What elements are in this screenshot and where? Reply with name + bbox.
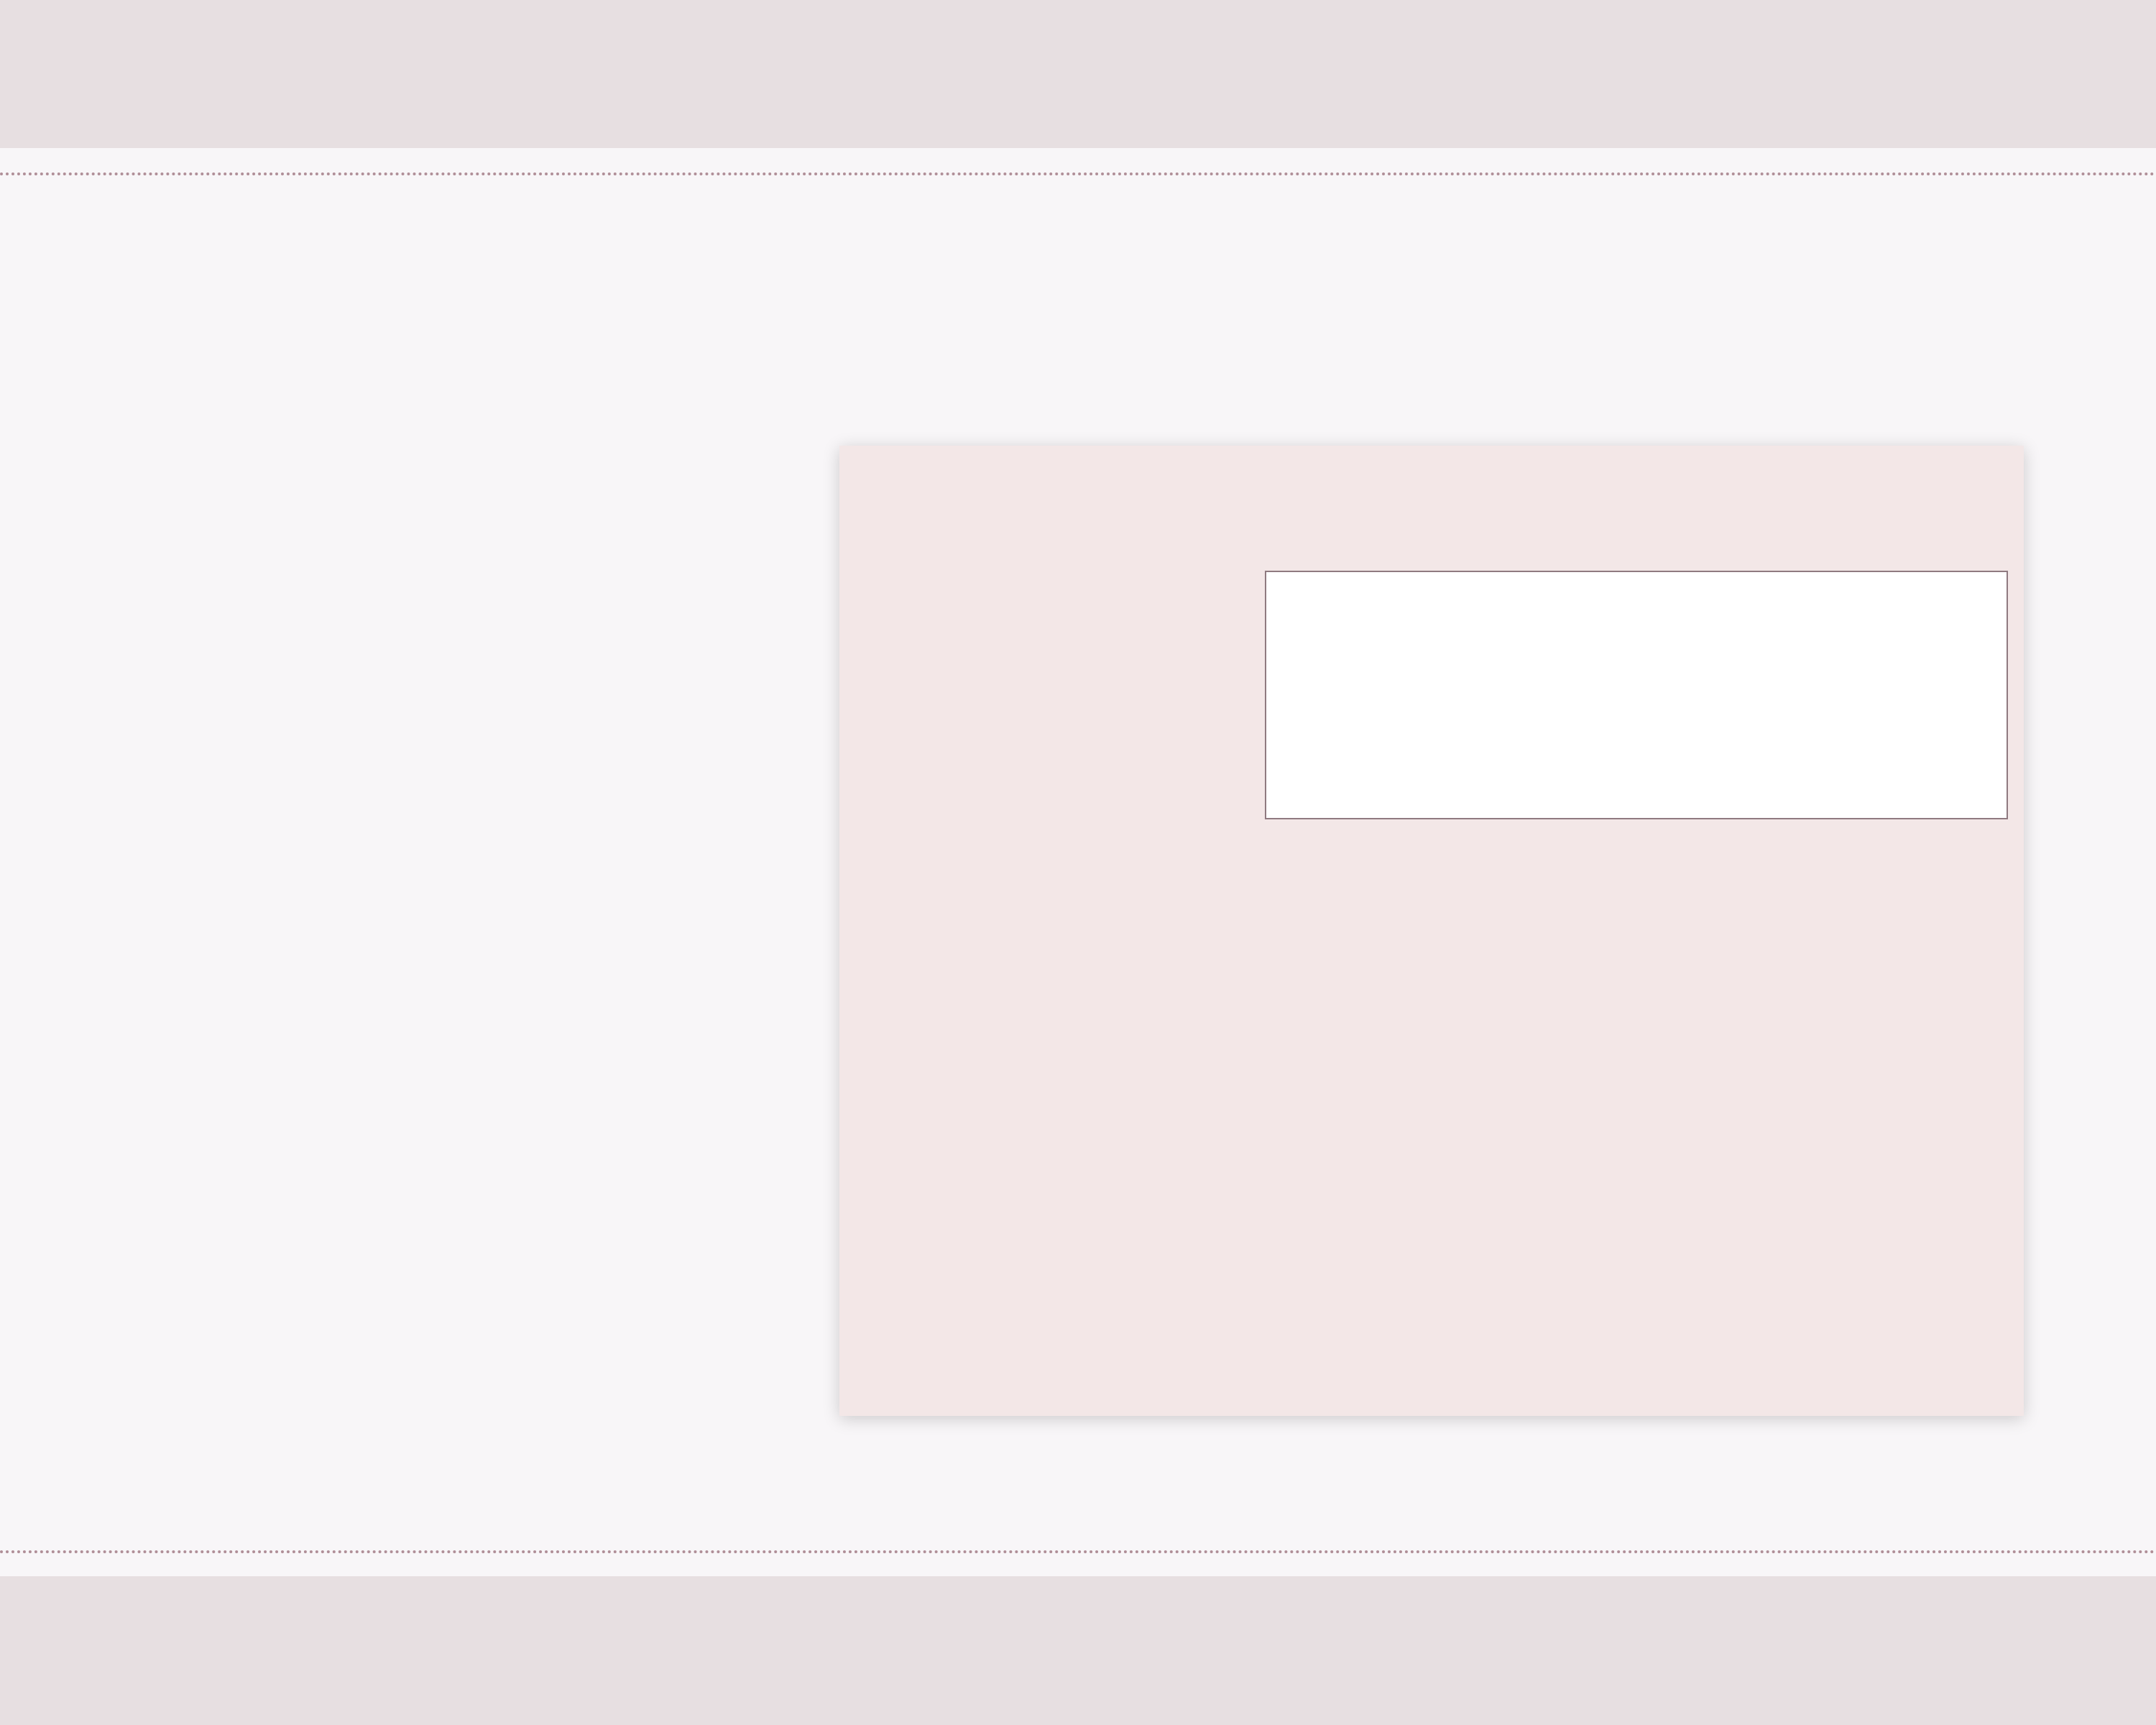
bottom-dotted-divider	[0, 1550, 2156, 1553]
budget-charts-svg	[1266, 572, 2009, 821]
bottom-band	[0, 1576, 2156, 1725]
spreadsheet-preview	[839, 446, 2024, 1416]
top-band	[0, 0, 2156, 148]
chart-panel	[1265, 571, 2008, 819]
top-dotted-divider	[0, 172, 2156, 175]
